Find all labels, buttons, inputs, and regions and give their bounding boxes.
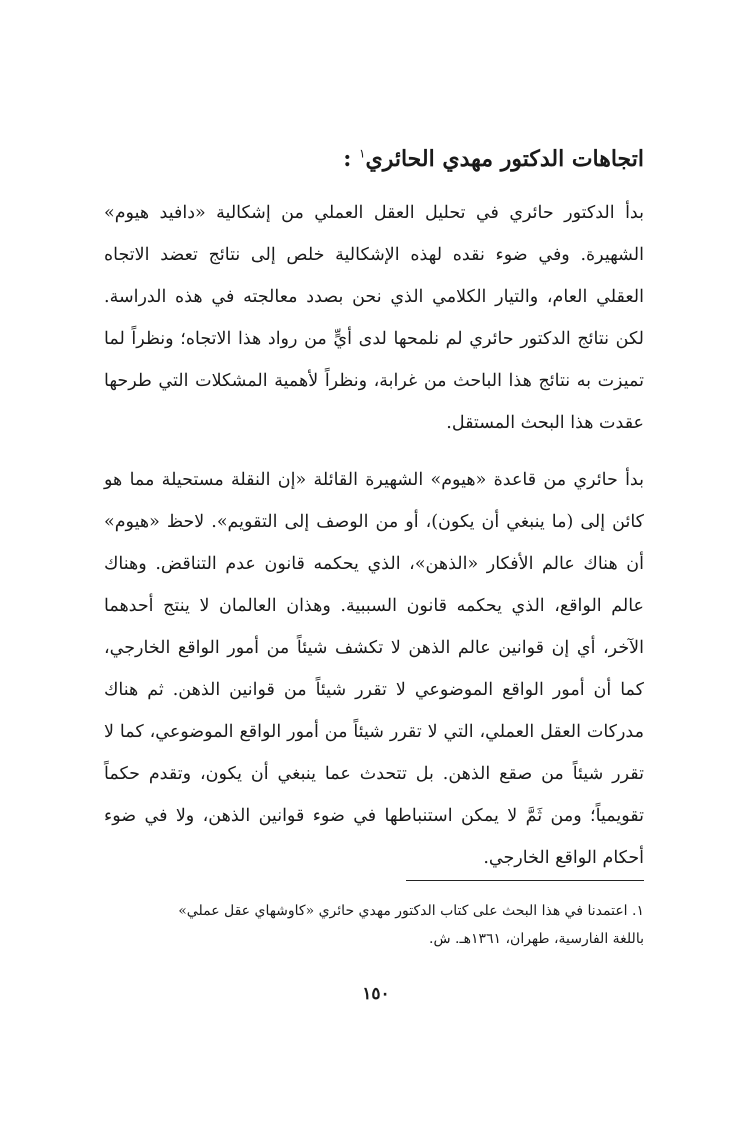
footnote: [104, 897, 644, 953]
footnote-divider: [406, 880, 644, 881]
heading-colon: :: [343, 146, 352, 172]
footnote-line: باللغة الفارسية، طهران، ١٣٦١هـ. ش.: [429, 931, 644, 947]
paragraph: بدأ الدكتور حائري في تحليل العقل العملي من إشكالية «دافيد هيوم» الشهيرة. وفي ضوء نقده لهذه الإشكالية خلص إلى نتائج تعضد الاتجاه العقلي العام، والتيار الكلامي الذي نحن بصدد معالجته في هذه الدراسة. لكن نتائج الدكتور حائري لم نلمحها لدى أيٍّ من رواد هذا الاتجاه؛ ونظراً لما تميزت به نتائج هذا الباحث من غرابة، ونظراً لأهمية المشكلات التي طرحها عقدت هذا البحث المستقل.: [104, 203, 644, 433]
footnote-line: ١. اعتمدنا في هذا البحث على كتاب الدكتور مهدي حائري «كاوشهاي عقل عملي»: [178, 903, 644, 919]
body-text: [104, 192, 644, 879]
paragraph: بدأ حائري من قاعدة «هيوم» الشهيرة القائلة «إن النقلة مستحيلة مما هو كائن إلى (ما ينبغي أن يكون)، أو من الوصف إلى التقويم». لاحظ «هيوم» أن هناك عالم الأفكار «الذهن»، الذي يحكمه قانون عدم التناقض. وهناك عالم الواقع، الذي يحكمه قانون السببية. وهذان العالمان لا ينتج أحدهما الآخر، أي إن قوانين عالم الذهن لا تكشف شيئاً من أمور الواقع الخارجي، كما أن أمور الواقع الموضوعي لا تقرر شيئاً من قوانين الذهن. ثم هناك مدركات العقل العملي، التي لا تقرر شيئاً من أمور الواقع الموضوعي، كما لا تقرر شيئاً من صقع الذهن. بل تتحدث عما ينبغي أن يكون، وتقدم حكماً تقويمياً؛ ومن ثَمَّ لا يمكن استنباطها في ضوء قوانين الذهن، ولا في ضوء أحكام الواقع الخارجي.: [104, 470, 644, 868]
heading-title: اتجاهات الدكتور مهدي الحائري: [365, 146, 644, 172]
footnote-reference: ١: [359, 146, 366, 161]
page-number: ١٥٠: [362, 984, 390, 1004]
section-heading: [343, 146, 644, 172]
